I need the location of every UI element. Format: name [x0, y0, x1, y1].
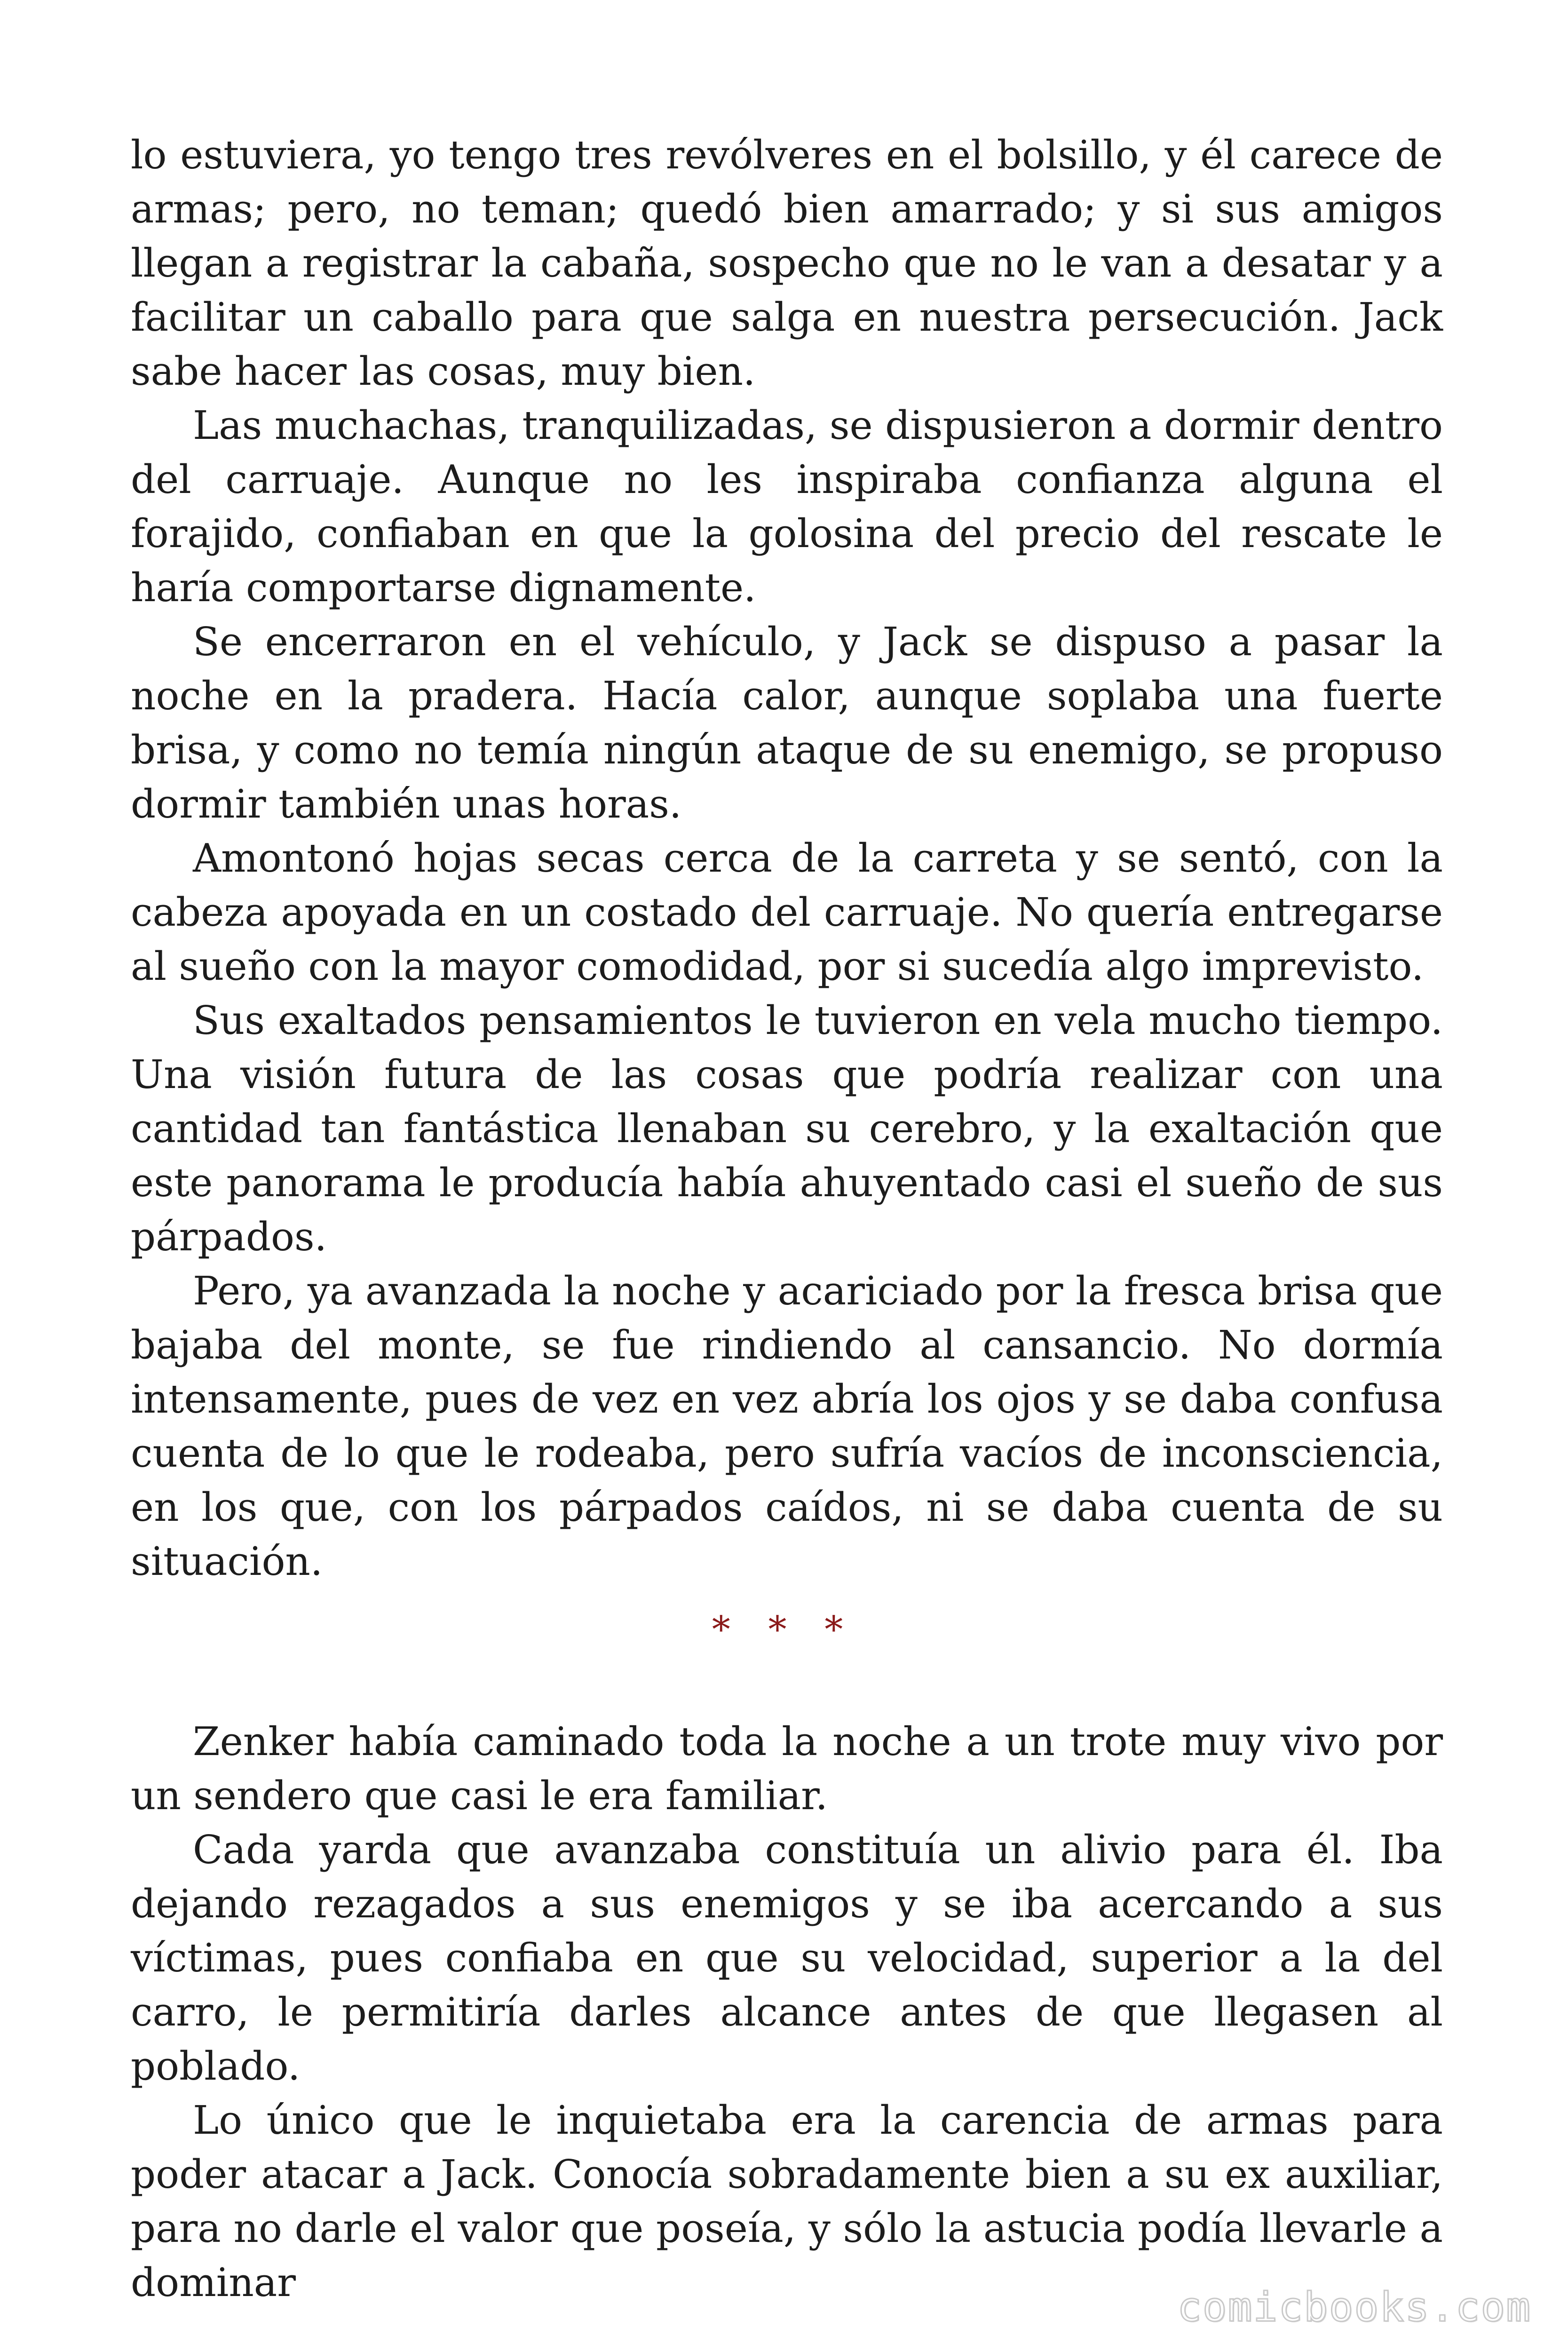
paragraph: Amontonó hojas secas cerca de la carreta y se sentó, con la cabeza apoyada en un costado del carruaje. No quería entregarse al sueño con la mayor comodidad, por si sucedía algo imprevisto. [131, 835, 1443, 989]
text-section-1 [131, 128, 1443, 1589]
paragraph: Cada yarda que avanzaba constituía un alivio para él. Iba dejando rezagados a sus enemigos y se iba acercando a sus víctimas, pues confiaba en que su velocidad, superior a la del carro, le permitiría darles alcance antes de que llegasen al poblado. [131, 1827, 1443, 2089]
paragraph: Se encerraron en el vehículo, y Jack se dispuso a pasar la noche en la pradera. Hacía calor, aunque soplaba una fuerte brisa, y como no temía ningún ataque de su enemigo, se propuso dormir también unas horas. [131, 619, 1443, 827]
watermark-text: comicbooks.com [1177, 2284, 1531, 2331]
paragraph: Las muchachas, tranquilizadas, se dispusieron a dormir dentro del carruaje. Aunque no les inspiraba confianza alguna el forajido, confiaban en que la golosina del precio del rescate le haría comportarse dignamente. [131, 403, 1443, 611]
section-separator: * * * [712, 1609, 856, 1651]
paragraph: Sus exaltados pensamientos le tuvieron en vela mucho tiempo. Una visión futura de las cosas que podría realizar con una cantidad tan fantástica llenaban su cerebro, y la exaltación que este panorama le producía había ahuyentado casi el sueño de sus párpados. [131, 998, 1443, 1260]
text-section-2 [131, 1715, 1443, 2310]
paragraph: Pero, ya avanzada la noche y acariciado por la fresca brisa que bajaba del monte, se fue rindiendo al cansancio. No dormía intensamente, pues de vez en vez abría los ojos y se daba confusa cuenta de lo que le rodeaba, pero sufría vacíos de inconsciencia, en los que, con los párpados caídos, ni se daba cuenta de su situación. [131, 1268, 1443, 1584]
paragraph-continuation: lo estuviera, yo tengo tres revólveres en el bolsillo, y él carece de armas; pero, no teman; quedó bien amarrado; y si sus amigos llegan a registrar la cabaña, sospecho que no le van a desatar y a facilitar un caballo para que salga en nuestra persecución. Jack sabe hacer las cosas, muy bien. [131, 132, 1443, 394]
paragraph: Lo único que le inquietaba era la carencia de armas para poder atacar a Jack. Conocía sobradamente bien a su ex auxiliar, para no darle el valor que poseía, y sólo la astucia podía llevarle a dominar [131, 2098, 1443, 2305]
paragraph: Zenker había caminado toda la noche a un trote muy vivo por un sendero que casi le era familiar. [131, 1719, 1443, 1819]
